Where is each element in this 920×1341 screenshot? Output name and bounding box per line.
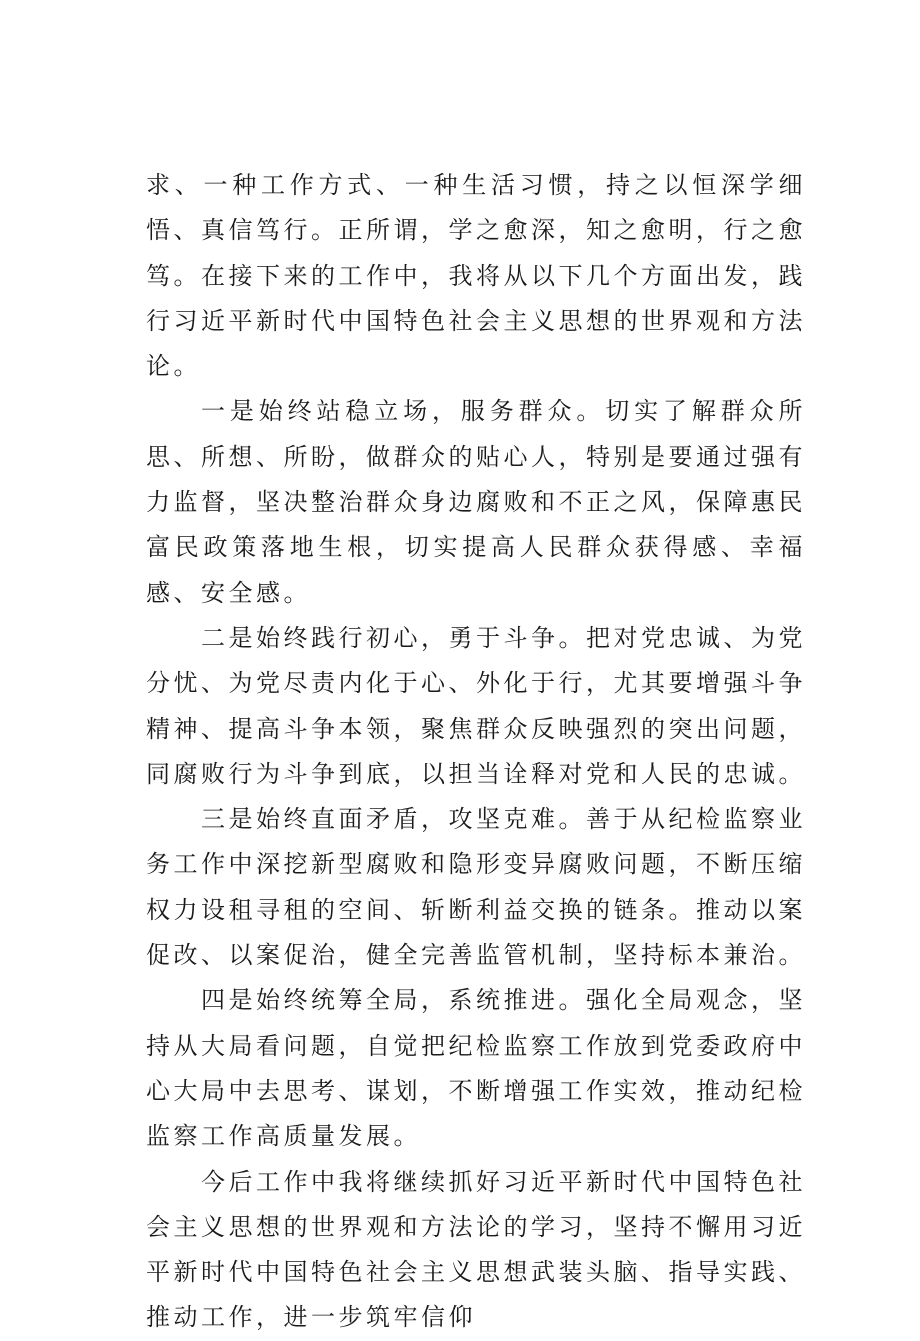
paragraph-stand-firm-serve-masses: 一是始终站稳立场，服务群众。切实了解群众所思、所想、所盼，做群众的贴心人，特别是要通过强有力监督，坚决整治群众身边腐败和不正之风，保障惠民富民政策落地生根，切实提高人民群众获得感、幸福感、安全感。 [146,397,806,607]
paragraph-face-contradictions: 三是始终直面矛盾，攻坚克难。善于从纪检监察业务工作中深挖新型腐败和隐形变异腐败问题，不断压缩权力设租寻租的空间、斩断利益交换的链条。推动以案促改、以案促治，健全完善监管机制，坚持标本兼治。 [146,805,806,970]
paragraph-original-aspiration-struggle: 二是始终践行初心，勇于斗争。把对党忠诚、为党分忧、为党尽责内化于心、外化于行，尤其要增强斗争精神、提高斗争本领，聚焦群众反映强烈的突出问题，同腐败行为斗争到底，以担当诠释对党和人民的忠诚。 [146,623,806,788]
paragraph-future-work: 今后工作中我将继续抓好习近平新时代中国特色社会主义思想的世界观和方法论的学习，坚持不懈用习近平新时代中国特色社会主义思想武装头脑、指导实践、推动工作，进一步筑牢信仰 [146,1167,806,1332]
paragraph-continuation: 求、一种工作方式、一种生活习惯，持之以恒深学细悟、真信笃行。正所谓，学之愈深，知之愈明，行之愈笃。在接下来的工作中，我将从以下几个方面出发，践行习近平新时代中国特色社会主义思想的世界观和方法论。 [146,171,806,381]
paragraph-overall-planning: 四是始终统筹全局，系统推进。强化全局观念，坚持从大局看问题，自觉把纪检监察工作放到党委政府中心大局中去思考、谋划，不断增强工作实效，推动纪检监察工作高质量发展。 [146,986,806,1151]
document-body [146,163,806,1341]
